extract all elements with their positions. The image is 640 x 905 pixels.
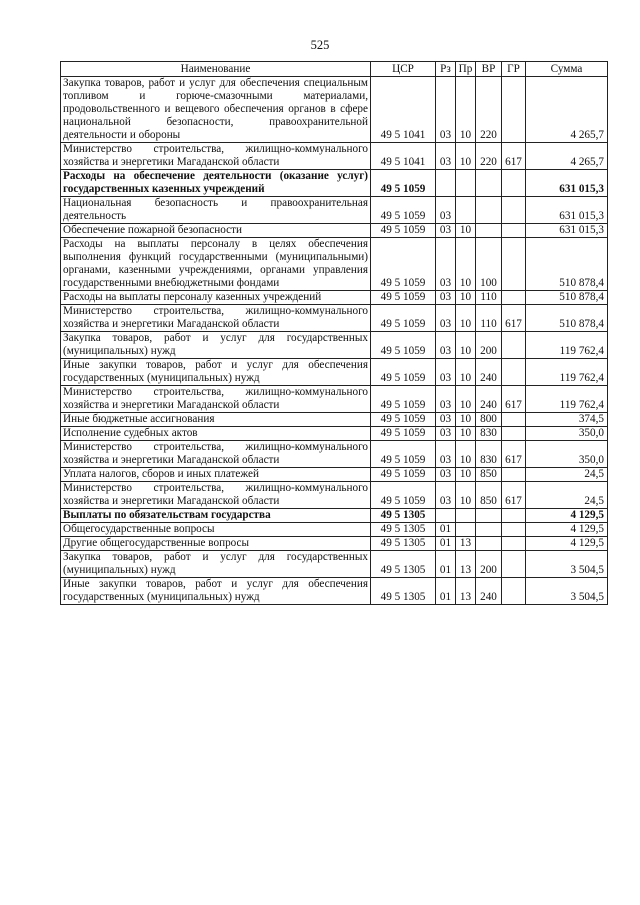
row-gr: 617 — [502, 386, 526, 413]
row-pr: 13 — [456, 537, 476, 551]
row-sum: 119 762,4 — [526, 332, 608, 359]
header-pr: Пр — [456, 62, 476, 77]
row-rz: 03 — [436, 468, 456, 482]
row-rz: 03 — [436, 224, 456, 238]
table-header-row — [61, 62, 608, 77]
row-csr: 49 5 1059 — [371, 386, 436, 413]
row-sum: 510 878,4 — [526, 291, 608, 305]
row-gr — [502, 578, 526, 605]
row-vr: 240 — [476, 386, 502, 413]
row-csr: 49 5 1041 — [371, 77, 436, 143]
row-vr — [476, 509, 502, 523]
row-pr: 13 — [456, 578, 476, 605]
row-csr: 49 5 1305 — [371, 523, 436, 537]
row-sum: 4 129,5 — [526, 523, 608, 537]
row-csr: 49 5 1059 — [371, 441, 436, 468]
row-rz: 03 — [436, 197, 456, 224]
row-gr — [502, 551, 526, 578]
row-rz — [436, 509, 456, 523]
row-pr: 10 — [456, 305, 476, 332]
row-vr: 850 — [476, 482, 502, 509]
row-vr: 800 — [476, 413, 502, 427]
row-sum: 24,5 — [526, 468, 608, 482]
row-gr: 617 — [502, 143, 526, 170]
row-rz: 03 — [436, 359, 456, 386]
row-gr: 617 — [502, 482, 526, 509]
table-row — [61, 291, 608, 305]
header-name: Наименование — [61, 62, 371, 77]
row-vr: 240 — [476, 359, 502, 386]
row-sum: 4 265,7 — [526, 143, 608, 170]
row-vr: 830 — [476, 427, 502, 441]
table-row — [61, 468, 608, 482]
row-rz: 03 — [436, 386, 456, 413]
row-csr: 49 5 1059 — [371, 238, 436, 291]
row-rz: 03 — [436, 441, 456, 468]
row-pr: 10 — [456, 441, 476, 468]
row-csr: 49 5 1305 — [371, 578, 436, 605]
row-gr — [502, 224, 526, 238]
table-row — [61, 332, 608, 359]
row-sum: 119 762,4 — [526, 359, 608, 386]
row-csr: 49 5 1059 — [371, 291, 436, 305]
row-gr — [502, 359, 526, 386]
row-gr — [502, 509, 526, 523]
row-rz: 01 — [436, 578, 456, 605]
table-row — [61, 578, 608, 605]
table-row — [61, 197, 608, 224]
header-gr: ГР — [502, 62, 526, 77]
row-vr: 110 — [476, 291, 502, 305]
row-csr: 49 5 1059 — [371, 468, 436, 482]
row-pr: 10 — [456, 413, 476, 427]
row-vr: 220 — [476, 143, 502, 170]
row-vr: 220 — [476, 77, 502, 143]
row-vr — [476, 197, 502, 224]
row-gr — [502, 332, 526, 359]
row-name: Иные закупки товаров, работ и услуг для обеспечения государственных (муниципальных) нужд — [61, 578, 371, 605]
row-vr: 200 — [476, 332, 502, 359]
row-vr: 100 — [476, 238, 502, 291]
table-row — [61, 551, 608, 578]
row-name: Иные бюджетные ассигнования — [61, 413, 371, 427]
row-name: Министерство строительства, жилищно-коммунального хозяйства и энергетики Магаданской области — [61, 143, 371, 170]
row-sum: 4 129,5 — [526, 509, 608, 523]
row-pr — [456, 197, 476, 224]
row-rz: 01 — [436, 551, 456, 578]
row-name: Общегосударственные вопросы — [61, 523, 371, 537]
row-vr — [476, 170, 502, 197]
row-gr — [502, 413, 526, 427]
row-sum: 510 878,4 — [526, 305, 608, 332]
row-csr: 49 5 1305 — [371, 509, 436, 523]
row-gr — [502, 238, 526, 291]
row-name: Министерство строительства, жилищно-коммунального хозяйства и энергетики Магаданской области — [61, 482, 371, 509]
table-row — [61, 224, 608, 238]
row-vr: 240 — [476, 578, 502, 605]
row-pr: 10 — [456, 143, 476, 170]
row-sum: 374,5 — [526, 413, 608, 427]
row-name: Расходы на обеспечение деятельности (оказание услуг) государственных казенных учреждений — [61, 170, 371, 197]
row-rz: 01 — [436, 523, 456, 537]
row-sum: 119 762,4 — [526, 386, 608, 413]
row-gr — [502, 427, 526, 441]
row-csr: 49 5 1041 — [371, 143, 436, 170]
row-sum: 510 878,4 — [526, 238, 608, 291]
table-row — [61, 537, 608, 551]
row-pr: 10 — [456, 332, 476, 359]
row-name: Министерство строительства, жилищно-коммунального хозяйства и энергетики Магаданской области — [61, 305, 371, 332]
row-gr — [502, 468, 526, 482]
row-pr: 10 — [456, 77, 476, 143]
row-pr: 10 — [456, 468, 476, 482]
table-row — [61, 413, 608, 427]
row-sum: 350,0 — [526, 427, 608, 441]
row-rz — [436, 170, 456, 197]
row-name: Обеспечение пожарной безопасности — [61, 224, 371, 238]
row-vr — [476, 224, 502, 238]
row-rz: 01 — [436, 537, 456, 551]
row-gr: 617 — [502, 305, 526, 332]
table-row — [61, 305, 608, 332]
row-vr: 110 — [476, 305, 502, 332]
table-row — [61, 359, 608, 386]
row-rz: 03 — [436, 482, 456, 509]
row-pr: 10 — [456, 386, 476, 413]
row-csr: 49 5 1059 — [371, 197, 436, 224]
row-csr: 49 5 1059 — [371, 224, 436, 238]
row-pr: 10 — [456, 482, 476, 509]
row-pr: 10 — [456, 224, 476, 238]
table-row — [61, 427, 608, 441]
row-vr: 850 — [476, 468, 502, 482]
table-row — [61, 482, 608, 509]
row-gr: 617 — [502, 441, 526, 468]
row-sum: 631 015,3 — [526, 224, 608, 238]
row-gr — [502, 291, 526, 305]
row-name: Национальная безопасность и правоохранительная деятельность — [61, 197, 371, 224]
row-name: Закупка товаров, работ и услуг для государственных (муниципальных) нужд — [61, 551, 371, 578]
header-csr: ЦСР — [371, 62, 436, 77]
row-name: Исполнение судебных актов — [61, 427, 371, 441]
row-gr — [502, 77, 526, 143]
row-rz: 03 — [436, 305, 456, 332]
row-sum: 631 015,3 — [526, 197, 608, 224]
row-pr: 10 — [456, 359, 476, 386]
row-rz: 03 — [436, 77, 456, 143]
row-name: Уплата налогов, сборов и иных платежей — [61, 468, 371, 482]
row-sum: 631 015,3 — [526, 170, 608, 197]
row-sum: 4 265,7 — [526, 77, 608, 143]
row-csr: 49 5 1059 — [371, 170, 436, 197]
row-vr — [476, 537, 502, 551]
row-sum: 3 504,5 — [526, 551, 608, 578]
row-csr: 49 5 1059 — [371, 413, 436, 427]
row-gr — [502, 170, 526, 197]
row-csr: 49 5 1305 — [371, 537, 436, 551]
table-row — [61, 509, 608, 523]
row-pr — [456, 523, 476, 537]
row-name: Закупка товаров, работ и услуг для государственных (муниципальных) нужд — [61, 332, 371, 359]
row-name: Иные закупки товаров, работ и услуг для обеспечения государственных (муниципальных) нужд — [61, 359, 371, 386]
row-name: Выплаты по обязательствам государства — [61, 509, 371, 523]
row-name: Другие общегосударственные вопросы — [61, 537, 371, 551]
row-name: Министерство строительства, жилищно-коммунального хозяйства и энергетики Магаданской области — [61, 441, 371, 468]
row-rz: 03 — [436, 332, 456, 359]
row-gr — [502, 537, 526, 551]
header-rz: Рз — [436, 62, 456, 77]
row-sum: 3 504,5 — [526, 578, 608, 605]
header-vr: ВР — [476, 62, 502, 77]
row-vr: 200 — [476, 551, 502, 578]
row-name: Закупка товаров, работ и услуг для обеспечения специальным топливом и горюче-смазочными материалами, продовольственного и вещевого обеспечения органов в сфере национальной безопасности, правоохранительной деятельности и обороны — [61, 77, 371, 143]
row-pr: 10 — [456, 427, 476, 441]
row-rz: 03 — [436, 413, 456, 427]
row-name: Министерство строительства, жилищно-коммунального хозяйства и энергетики Магаданской области — [61, 386, 371, 413]
table-row — [61, 523, 608, 537]
row-pr: 10 — [456, 238, 476, 291]
table-row — [61, 143, 608, 170]
table-row — [61, 386, 608, 413]
page-number: 525 — [310, 38, 330, 52]
budget-table — [60, 61, 608, 605]
row-sum: 4 129,5 — [526, 537, 608, 551]
table-body — [61, 77, 608, 605]
row-rz: 03 — [436, 238, 456, 291]
row-csr: 49 5 1059 — [371, 305, 436, 332]
row-sum: 24,5 — [526, 482, 608, 509]
row-vr: 830 — [476, 441, 502, 468]
row-gr — [502, 523, 526, 537]
table-row — [61, 77, 608, 143]
row-csr: 49 5 1059 — [371, 332, 436, 359]
row-sum: 350,0 — [526, 441, 608, 468]
row-name: Расходы на выплаты персоналу в целях обеспечения выполнения функций государственными (муниципальными) органами, казенными учреждениями, органами управления государственными внебюджетными фондами — [61, 238, 371, 291]
row-pr — [456, 170, 476, 197]
table-row — [61, 441, 608, 468]
row-rz: 03 — [436, 291, 456, 305]
table-row — [61, 238, 608, 291]
row-gr — [502, 197, 526, 224]
row-vr — [476, 523, 502, 537]
table-row — [61, 170, 608, 197]
row-csr: 49 5 1059 — [371, 482, 436, 509]
row-pr — [456, 509, 476, 523]
row-name: Расходы на выплаты персоналу казенных учреждений — [61, 291, 371, 305]
row-csr: 49 5 1305 — [371, 551, 436, 578]
header-sum: Сумма — [526, 62, 608, 77]
row-rz: 03 — [436, 143, 456, 170]
row-rz: 03 — [436, 427, 456, 441]
row-pr: 13 — [456, 551, 476, 578]
row-csr: 49 5 1059 — [371, 359, 436, 386]
row-pr: 10 — [456, 291, 476, 305]
row-csr: 49 5 1059 — [371, 427, 436, 441]
